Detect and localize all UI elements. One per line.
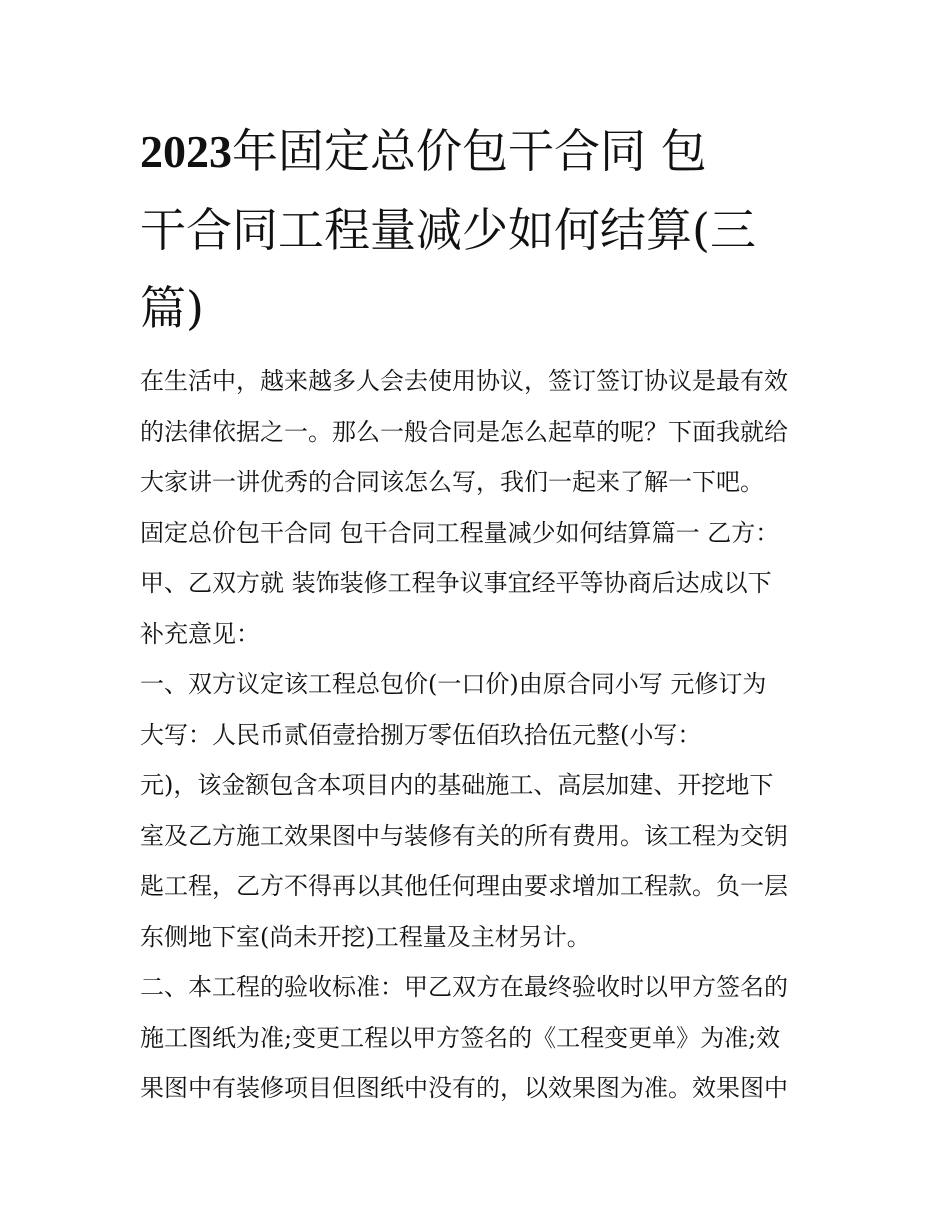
body-line: 补充意见： xyxy=(140,619,260,648)
title-line-3: 篇) xyxy=(140,281,204,335)
title-line-2: 干合同工程量减少如何结算(三 xyxy=(140,203,756,257)
body-line: 果图中有装修项目但图纸中没有的，以效果图为准。效果图中 xyxy=(140,1074,788,1102)
body-line: 一、双方议定该工程总包价(一口价)由原合同小写 元修订为 xyxy=(140,670,767,698)
body-line: 的法律依据之一。那么一般合同是怎么起草的呢？下面我就给 xyxy=(140,417,788,446)
body-line: 固定总价包干合同 包干合同工程量减少如何结算篇一 乙方： xyxy=(140,518,780,547)
body-line: 在生活中，越来越多人会去使用协议，签订签订协议是最有效 xyxy=(140,367,788,395)
body-line: 元)，该金额包含本项目内的基础施工、高层加建、开挖地下 xyxy=(140,771,774,799)
body-line: 匙工程，乙方不得再以其他任何理由要求增加工程款。负一层 xyxy=(140,872,788,900)
body-line: 施工图纸为准;变更工程以甲方签名的《工程变更单》为准;效 xyxy=(140,1023,781,1052)
body-line: 二、本工程的验收标准：甲乙双方在最终验收时以甲方签名的 xyxy=(140,973,788,1001)
title-line-1-text: 年固定总价包干合同 包 xyxy=(232,124,707,178)
document-body xyxy=(140,356,830,1114)
body-line: 大家讲一讲优秀的合同该怎么写，我们一起来了解一下吧。 xyxy=(140,468,764,496)
body-line: 甲、乙双方就 装饰装修工程争议事宜经平等协商后达成以下 xyxy=(140,569,772,597)
title-line-1 xyxy=(140,112,820,191)
body-line: 东侧地下室(尚未开挖)工程量及主材另计。 xyxy=(140,922,591,951)
document-title xyxy=(140,112,820,347)
body-line: 室及乙方施工效果图中与装修有关的所有费用。该工程为交钥 xyxy=(140,821,788,850)
title-year: 2023 xyxy=(140,126,232,177)
body-line: 大写：人民币贰佰壹拾捌万零伍佰玖拾伍元整(小写： xyxy=(140,720,702,749)
document-page xyxy=(140,0,820,1229)
